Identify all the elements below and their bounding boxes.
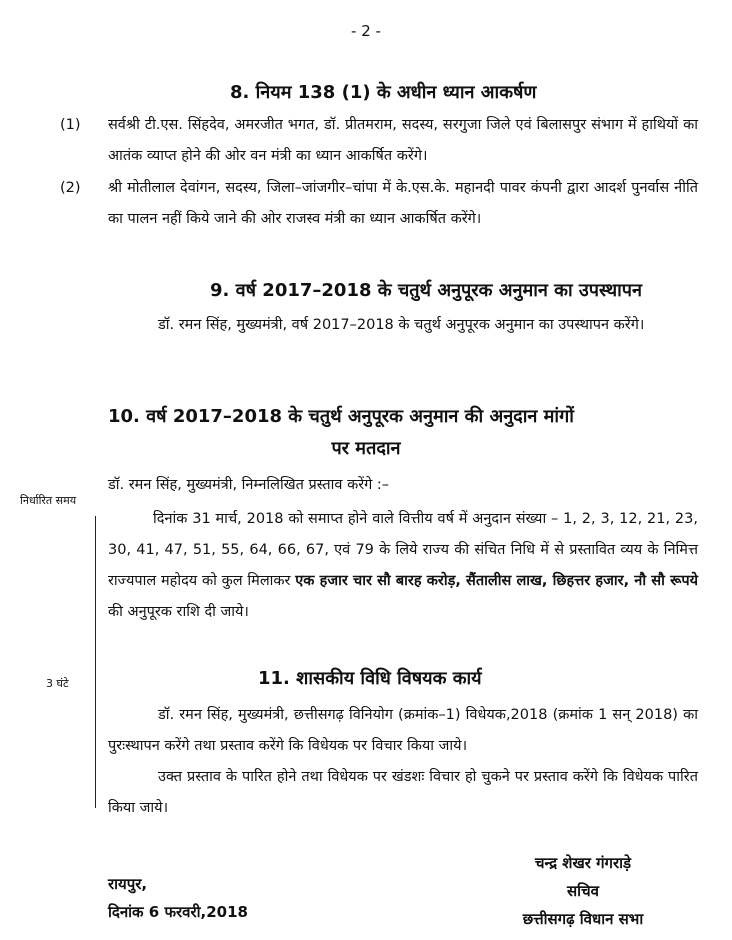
- section-10-intro: डॉ. रमन सिंह, मुख्यमंत्री, निम्नलिखित प्रस्ताव करेंगे :–: [108, 477, 390, 493]
- section-10-body-end: की अनुपूरक राशि दी जाये।: [108, 604, 249, 620]
- section-9-text: डॉ. रमन सिंह, मुख्यमंत्री, वर्ष 2017–2018 के चतुर्थ अनुपूरक अनुमान का उपस्थापन करेंगे।: [158, 317, 645, 333]
- item-2-number: (2): [60, 180, 81, 196]
- section-8-heading: 8. नियम 138 (1) के अधीन ध्यान आकर्षण: [230, 82, 537, 103]
- section-10-body-plain: दिनांक 31 मार्च, 2018 को समाप्त होने वाले वित्तीय वर्ष में अनुदान संख्या – 1, 2, 3, 12, 21, 23, 30, 41, 47, 51, 55, 64, 66, 67, एवं 79 के लिये राज्य की संचित निधि में से प्रस्तावित व्यय के निमित्त राज्यपाल महोदय को कुल मिलाकर: [108, 511, 698, 589]
- signatory-name: चन्द्र शेखर गंगराड़े: [534, 854, 632, 872]
- section-10-heading-line2: पर मतदान: [331, 438, 401, 459]
- section-11-para2: उक्त प्रस्ताव के पारित होने तथा विधेयक पर खंडशः विचार हो चुकने पर प्रस्ताव करेंगे कि विधेयक पारित किया जाये।: [108, 769, 698, 816]
- section-10-amount: एक हजार चार सौ बारह करोड़, सैंतालीस लाख, छिहत्तर हजार, नौ सौ रूपये: [295, 573, 698, 589]
- time-bracket-line: [95, 516, 96, 808]
- item-2-text: श्री मोतीलाल देवांगन, सदस्य, जिला–जांजगीर–चांपा में के.एस.के. महानदी पावर कंपनी द्वारा आदर्श पुनर्वास नीति का पालन नहीं किये जाने की ओर राजस्व मंत्री का ध्यान आकर्षित करेंगे।: [108, 180, 698, 227]
- page-number: - 2 -: [351, 22, 381, 40]
- section-10-body: [108, 504, 698, 628]
- allotted-time-label: निर्धारित समय: [20, 494, 77, 507]
- time-hours: 3 घंटे: [46, 677, 69, 690]
- item-1-number: (1): [60, 117, 81, 133]
- signatory-title: सचिव: [567, 882, 599, 900]
- place: रायपुर,: [108, 875, 148, 893]
- item-1-text: सर्वश्री टी.एस. सिंहदेव, अमरजीत भगत, डॉ. प्रीतमराम, सदस्य, सरगुजा जिले एवं बिलासपुर संभाग में हाथियों का आतंक व्याप्त होने की ओर वन मंत्री का ध्यान आकर्षित करेंगे।: [108, 117, 698, 164]
- section-10-heading-line1: 10. वर्ष 2017–2018 के चतुर्थ अनुपूरक अनुमान की अनुदान मांगों: [108, 406, 574, 427]
- section-11-para1: डॉ. रमन सिंह, मुख्यमंत्री, छत्तीसगढ़ विनियोग (क्रमांक–1) विधेयक,2018 (क्रमांक 1 सन् 2018) का पुरःस्थापन करेंगे तथा प्रस्ताव करेंगे कि विधेयक पर विचार किया जाये।: [108, 707, 698, 754]
- section-9-heading: 9. वर्ष 2017–2018 के चतुर्थ अनुपूरक अनुमान का उपस्थापन: [210, 280, 643, 301]
- date: दिनांक 6 फरवरी,2018: [108, 903, 248, 921]
- organization-name: छत्तीसगढ़ विधान सभा: [522, 910, 644, 928]
- section-11-heading: 11. शासकीय विधि विषयक कार्य: [258, 668, 482, 689]
